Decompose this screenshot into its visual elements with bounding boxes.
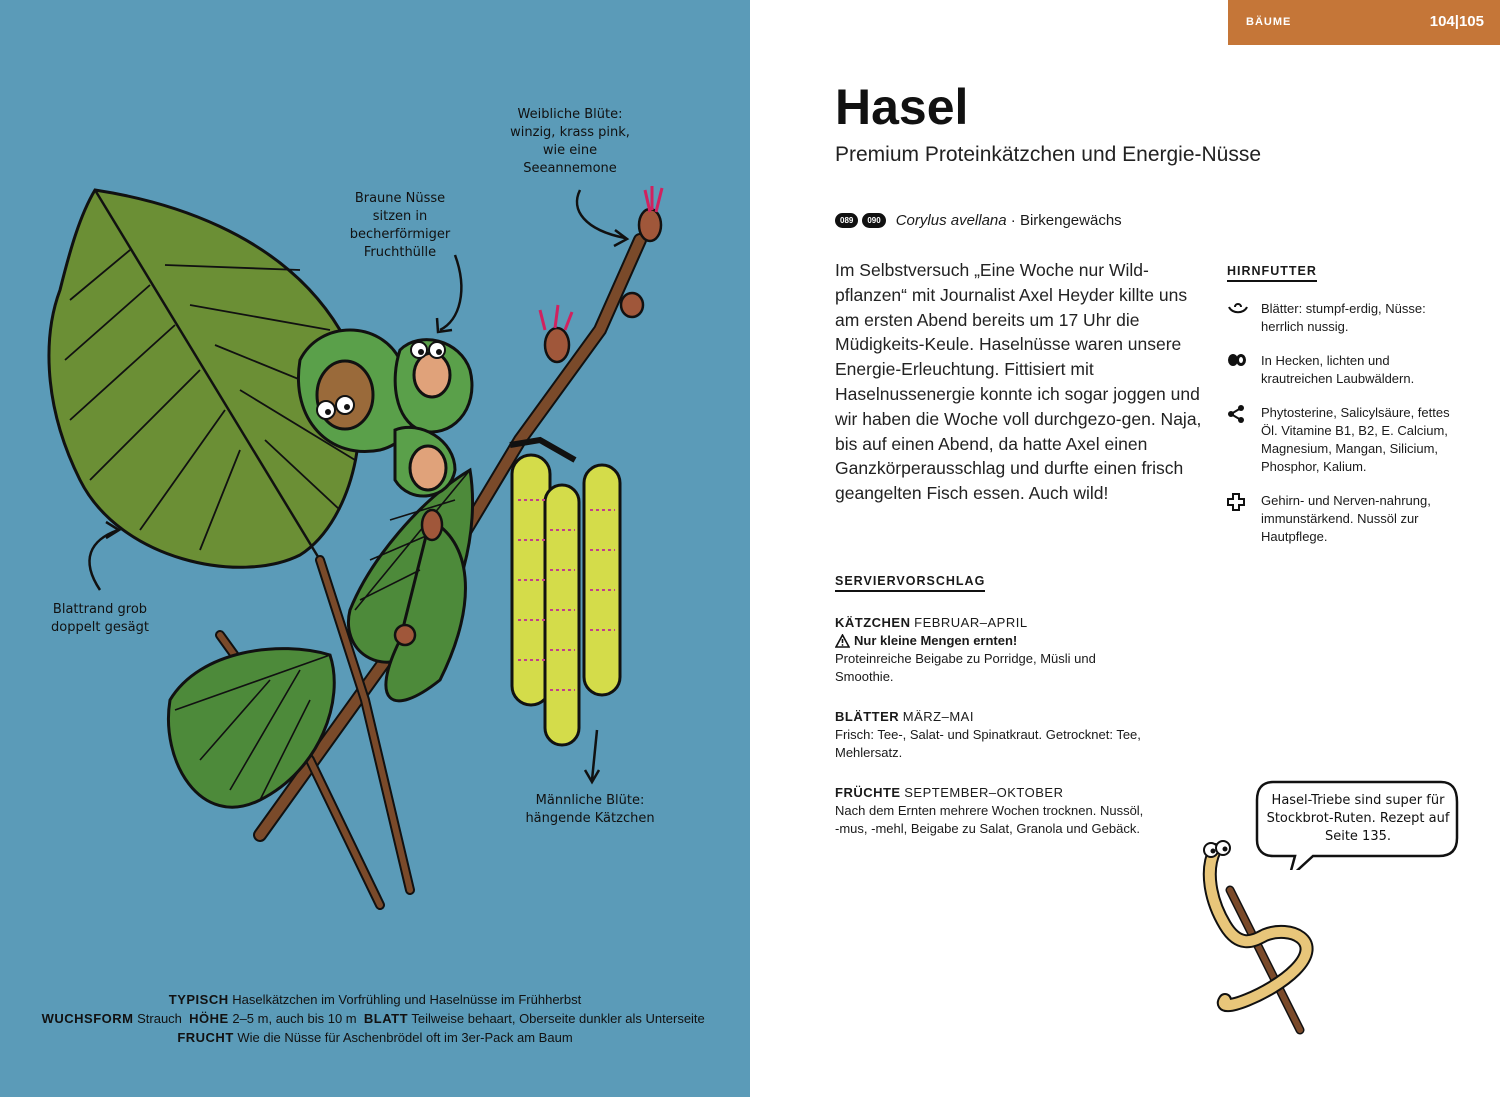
habitat-icon [1227, 352, 1261, 388]
facts-wuchsform-label: WUCHSFORM [41, 1011, 134, 1026]
serving-name: FRÜCHTE [835, 785, 901, 800]
right-page [750, 0, 1500, 1097]
speech-bubble-text: Hasel-Triebe sind super für Stockbrot-Ruten. Rezept auf Seite 135. [1266, 793, 1450, 844]
annotation-male-flower: Männliche Blüte: hängende Kätzchen [525, 793, 655, 826]
taste-icon [1227, 300, 1261, 336]
serving-fruechte [835, 784, 1145, 838]
page-numbers: 104|105 [1429, 13, 1484, 30]
facts-frucht-label: FRUCHT [177, 1030, 234, 1045]
hirnfutter-habitat: In Hecken, lichten und krautreichen Laubwäldern. [1261, 353, 1415, 386]
list-item [1227, 352, 1477, 388]
facts-wuchsform: Strauch [137, 1011, 182, 1026]
annotation-leaf-edge: Blattrand grob doppelt gesägt [51, 602, 149, 635]
serving-text: Nach dem Ernten mehrere Wochen trocknen. Nussöl, -mus, -mehl, Beigabe zu Salat, Granola und Gebäck. [835, 803, 1144, 836]
facts-hoehe: 2–5 m, auch bis 10 m [232, 1011, 357, 1026]
serving-name: KÄTZCHEN [835, 615, 911, 630]
taxonomy-line [835, 209, 1122, 231]
stick-bread-character [1195, 830, 1325, 1040]
serviervorschlag-heading: SERVIERVORSCHLAG [835, 574, 985, 592]
health-cross-icon [1227, 492, 1261, 546]
reference-badge-1: 089 [835, 213, 858, 228]
annotation-nuts: Braune Nüsse sitzen in becherförmiger Fruchthülle [349, 191, 451, 260]
facts-typisch-label: TYPISCH [168, 992, 229, 1007]
hirnfutter-health: Gehirn- und Nerven-nahrung, immunstärkend. Nussöl zur Hautpflege. [1261, 493, 1431, 544]
body-paragraph: Im Selbstversuch „Eine Woche nur Wild-pflanzen“ mit Journalist Axel Heyder killte uns am ersten Abend bereits um 17 Uhr die Müdigkeits-Keule. Haselnüsse waren unsere Energie-Erleuchtung. Fittisiert mit Haselnussenergie konnte ich sogar joggen und wir haben die Woche voll durchgezo-gen. Naja, bis auf einen Abend, da hatte Axel einen Ganzkörperausschlag und durfte einen frisch geangelten Fisch essen. Auch wild! [835, 260, 1202, 504]
hirnfutter-ingredients: Phytosterine, Salicylsäure, fettes Öl. Vitamine B1, B2, E. Calcium, Magnesium, Mangan, Silicium, Phosphor, Kalium. [1261, 405, 1450, 474]
page-subtitle: Premium Proteinkätzchen und Energie-Nüsse [835, 143, 1262, 166]
warning-text: Nur kleine Mengen ernten! [854, 633, 1018, 648]
facts-hoehe-label: HÖHE [189, 1011, 229, 1026]
serviervorschlag-section [835, 572, 1145, 838]
reference-badge-2: 090 [862, 213, 885, 228]
serving-blaetter [835, 708, 1145, 762]
serving-text: Proteinreiche Beigabe zu Porridge, Müsli und Smoothie. [835, 651, 1096, 684]
facts-frucht: Wie die Nüsse für Aschenbrödel oft im 3er-Pack am Baum [237, 1030, 573, 1045]
list-item [1227, 300, 1477, 336]
facts-blatt-label: BLATT [363, 1011, 409, 1026]
molecule-icon [1227, 404, 1261, 476]
serving-season: FEBRUAR–APRIL [914, 615, 1028, 630]
facts-blatt: Teilweise behaart, Oberseite dunkler als Unterseite [411, 1011, 705, 1026]
section-tab [1228, 0, 1500, 45]
hirnfutter-heading: HIRNFUTTER [1227, 264, 1317, 282]
list-item [1227, 492, 1477, 546]
plant-family: · Birkengewächs [1010, 211, 1122, 229]
section-label: BÄUME [1246, 16, 1292, 28]
serving-name: BLÄTTER [835, 709, 900, 724]
scientific-name: Corylus avellana [895, 211, 1007, 229]
catkins [512, 455, 620, 745]
plant-facts [30, 990, 720, 1047]
warning [835, 632, 1145, 650]
annotation-female-flower: Weibliche Blüte: winzig, krass pink, wie eine Seeannemone [510, 107, 630, 176]
hirnfutter-taste: Blätter: stumpf-erdig, Nüsse: herrlich nussig. [1261, 301, 1426, 334]
page-title: Hasel [835, 79, 969, 135]
serving-season: SEPTEMBER–OKTOBER [904, 785, 1064, 800]
serving-kaetzchen [835, 614, 1145, 686]
facts-typisch: Haselkätzchen im Vorfrühling und Haselnüsse im Frühherbst [232, 992, 582, 1007]
list-item [1227, 404, 1477, 476]
serving-text: Frisch: Tee-, Salat- und Spinatkraut. Getrocknet: Tee, Mehlersatz. [835, 727, 1141, 760]
serving-season: MÄRZ–MAI [902, 709, 974, 724]
warning-icon [835, 634, 850, 648]
hirnfutter-section [1227, 262, 1477, 562]
